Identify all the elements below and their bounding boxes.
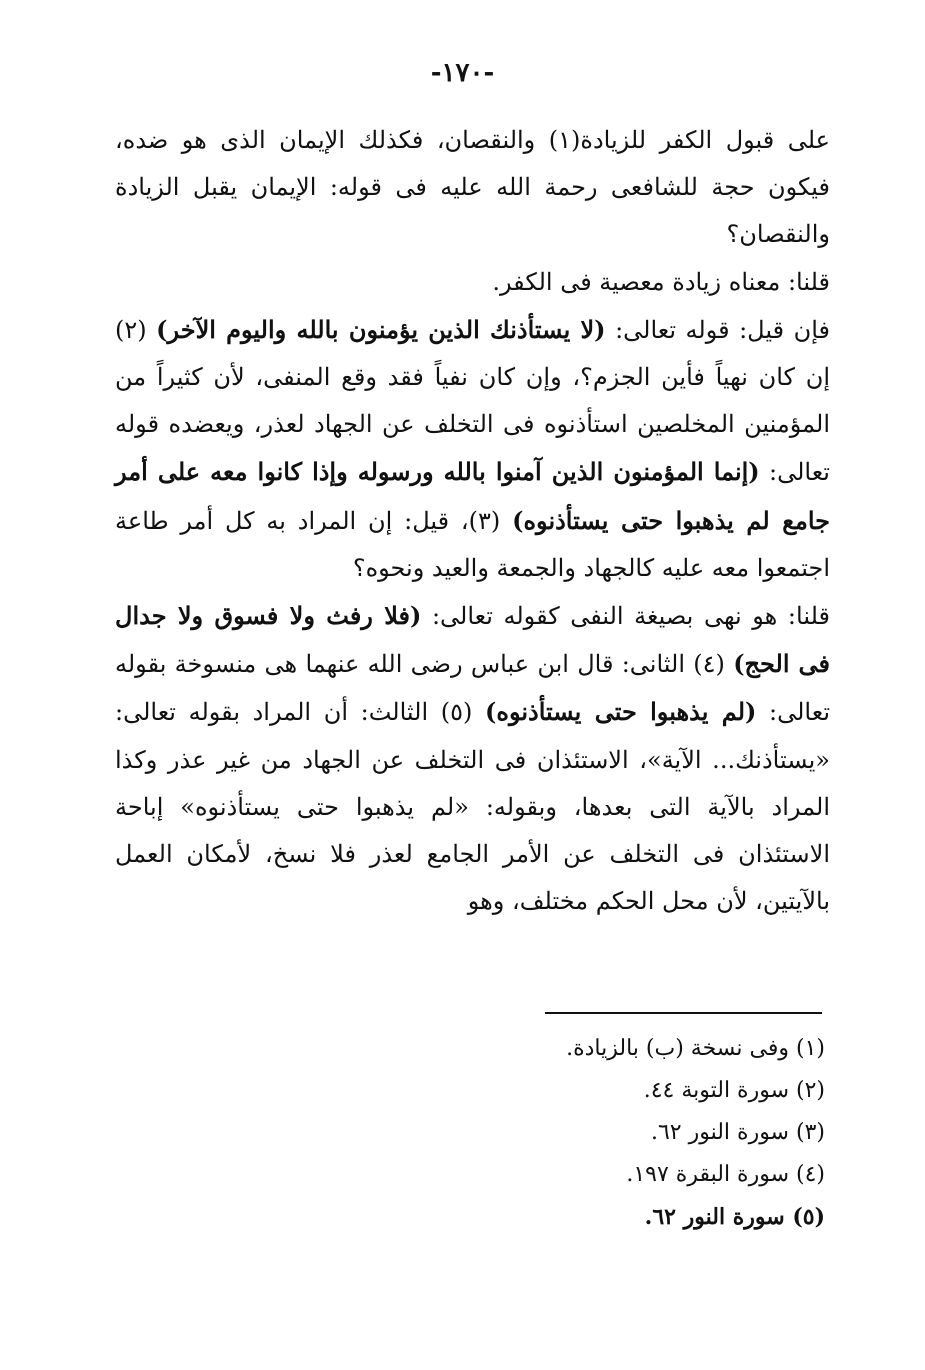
text-segment: قلنا: معناه زيادة معصية فى الكفر. xyxy=(492,267,830,296)
quran-quote: (إنما المؤمنون الذين آمنوا بالله ورسوله وإذا كانوا معه على أمر جامع لم يذهبوا حتى يستأذنوه) xyxy=(115,457,830,535)
paragraph-2 xyxy=(115,259,830,306)
paragraph-1 xyxy=(115,117,830,259)
text-segment: فإن قيل: قوله تعالى: xyxy=(615,315,830,344)
quran-quote: (لم يذهبوا حتى يستأذنوه) xyxy=(485,697,757,727)
footnotes-list xyxy=(420,1028,825,1238)
footnote-3: (٣) سورة النور ٦٢. xyxy=(650,1120,825,1145)
paragraph-4 xyxy=(115,592,830,925)
text-segment: على قبول الكفر للزيادة(١) والنقصان، فكذلك الإيمان الذى هو ضده، فيكون حجة للشافعى رحمة الله عليه فى قوله: الإيمان يقبل الزيادة والنقصان؟ xyxy=(115,126,830,249)
footnote-1: (١) وفى نسخة (ب) بالزيادة. xyxy=(566,1036,825,1061)
quran-quote: (لا يستأذنك الذين يؤمنون بالله واليوم الآخر) xyxy=(156,314,606,344)
footnote-4: (٤) سورة البقرة ١٩٧. xyxy=(626,1162,825,1187)
text-segment: (٣)، قيل: إن المراد به كل أمر طاعة اجتمعوا معه عليه كالجهاد والجمعة والعيد ونحوه؟ xyxy=(115,506,830,582)
paragraph-3 xyxy=(115,306,830,592)
page-number: -١٧٠- xyxy=(430,58,495,88)
quran-quote: (فلا رفث ولا فسوق ولا جدال فى الحج) xyxy=(115,601,830,679)
footnote-5: (٥) سورة النور ٦٢. xyxy=(644,1204,825,1230)
footnote-divider xyxy=(545,1012,822,1014)
main-text xyxy=(115,117,830,925)
text-segment: (٢) إن كان نهياً فأين الجزم؟، وإن كان نفياً فقد وقع المنفى، لأن كثيراً من المؤمنين المخلصين استأذنوه فى التخلف عن الجهاد لعذر، ويعضده قوله تعالى: xyxy=(115,315,831,487)
text-segment: (٤) الثانى: قال ابن عباس رضى الله عنهما هى منسوخة بقوله تعالى: xyxy=(115,650,831,727)
text-segment: قلنا: هو نهى بصيغة النفى كقوله تعالى: xyxy=(431,602,830,631)
footnote-2: (٢) سورة التوبة ٤٤. xyxy=(643,1078,825,1103)
text-segment: (٥) الثالث: أن المراد بقوله تعالى: «يستأذنك... الآية»، الاستئذان فى التخلف عن الجهاد من غير عذر وكذا المراد بالآية التى بعدها، وبقوله: «لم يذهبوا حتى يستأذنوه» إباحة الاستئذان فى التخلف عن الأمر الجامع لعذر فلا نسخ، لأمكان العمل بالآيتين، لأن محل الحكم مختلف، وهو xyxy=(115,698,830,916)
